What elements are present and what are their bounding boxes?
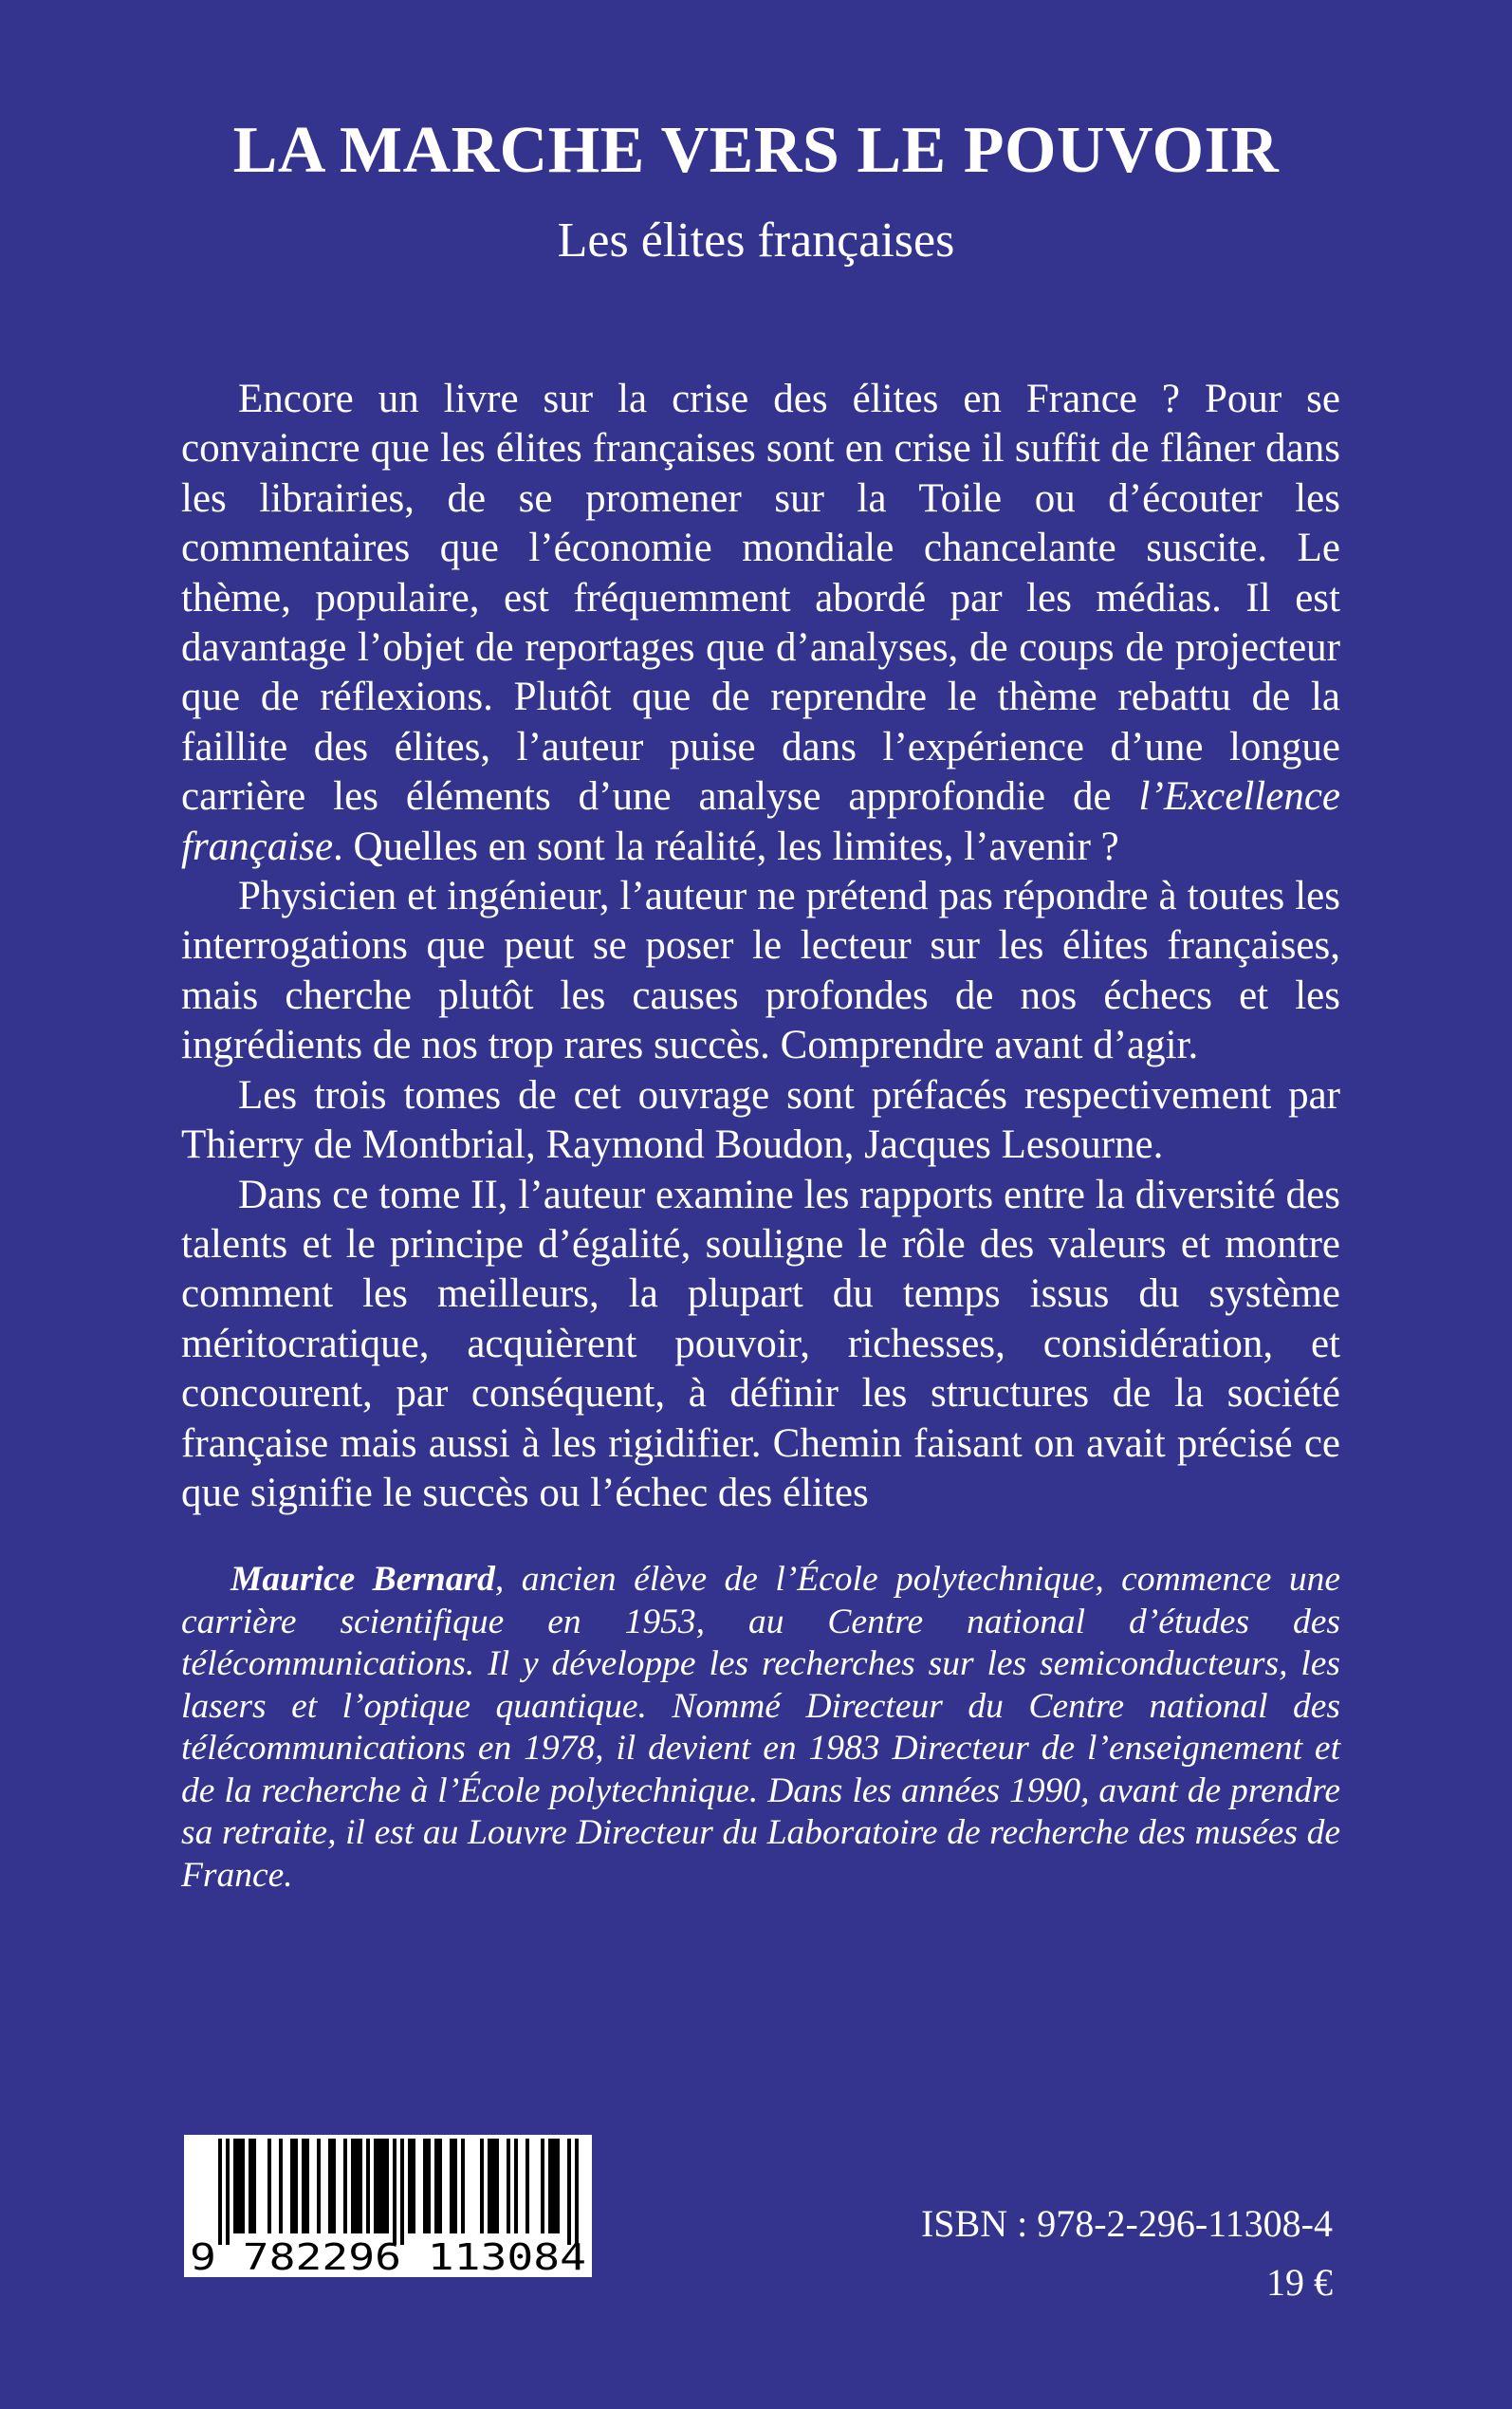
isbn: ISBN : 978-2-296-11308-4 xyxy=(920,2202,1333,2245)
barcode-graphic xyxy=(184,2135,592,2277)
barcode-bar xyxy=(233,2139,237,2233)
barcode-bar xyxy=(526,2139,529,2233)
barcode-bar xyxy=(374,2139,378,2233)
barcode-bar xyxy=(294,2139,298,2233)
barcode-bar xyxy=(267,2139,271,2233)
barcode-bar xyxy=(237,2139,241,2233)
barcode-bar xyxy=(491,2139,495,2233)
barcode-bar xyxy=(461,2139,465,2233)
barcode-bar xyxy=(453,2139,457,2233)
barcode-bar xyxy=(408,2139,412,2233)
barcode-bar xyxy=(541,2139,544,2233)
book-title: LA MARCHE VERS LE POUVOIR xyxy=(232,114,1280,187)
back-cover-summary xyxy=(181,375,1340,1518)
barcode-bar xyxy=(317,2139,321,2233)
barcode-bar xyxy=(332,2139,336,2233)
barcode-bar xyxy=(480,2139,484,2233)
barcode-bar xyxy=(328,2139,332,2233)
barcode-bars xyxy=(218,2139,579,2245)
barcode-bar xyxy=(378,2139,381,2233)
barcode-bar xyxy=(427,2139,431,2233)
summary-paragraph-1: Encore un livre sur la crise des élites en France ? Pour se convaincre que les élites françaises sont en crise il suffit de flâner dans les librairies, de se promener sur la Toile ou d’écouter les commentaires que l’économie mondiale chancelante suscite. Le thème, populaire, est fréquemment abordé par les médias. Il est davantage l’objet de reportages que d’analyses, de coups de projecteur que de réflexions. Plutôt que de reprendre le thème rebattu de la faillite des élites, l’auteur puise dans l’expérience d’une longue carrière les éléments d’une analyse approfondie de l’Excellence française. Quelles en sont la réalité, les limites, l’avenir ? xyxy=(181,377,1340,869)
barcode-bar xyxy=(567,2139,571,2245)
barcode-bar xyxy=(507,2139,510,2233)
barcode-bar xyxy=(351,2139,355,2233)
barcode-bar xyxy=(495,2139,499,2233)
barcode-bar xyxy=(366,2139,370,2233)
barcode-bar xyxy=(400,2139,404,2245)
barcode-bar xyxy=(393,2139,396,2245)
barcode-bar xyxy=(434,2139,438,2233)
barcode-digits: 9 782296 113084 xyxy=(190,2236,586,2277)
barcode-bar xyxy=(412,2139,415,2233)
barcode-bar xyxy=(423,2139,427,2233)
barcode-bar xyxy=(488,2139,491,2233)
barcode-bar xyxy=(226,2139,230,2245)
emphasis-excellence-francaise: l’Excellence française xyxy=(181,774,1340,869)
barcode-bar xyxy=(343,2139,347,2233)
barcode-bar xyxy=(450,2139,453,2233)
barcode-bar xyxy=(252,2139,256,2233)
barcode-bar xyxy=(548,2139,552,2233)
barcode-bar xyxy=(249,2139,252,2233)
barcode-bar xyxy=(381,2139,385,2233)
summary-paragraph-2: Physicien et ingénieur, l’auteur ne prétend pas répondre à toutes les interrogations que peut se poser le lecteur sur les élites françaises, mais cherche plutôt les causes profondes de nos échecs et les ingrédients de nos trop rares succès. Comprendre avant d’agir. xyxy=(181,874,1340,1068)
summary-paragraph-4: Dans ce tome II, l’auteur examine les rapports entre la diversité des talents et le principe d’égalité, souligne le rôle des valeurs et montre comment les meilleurs, la plupart du temps issus du système méritocratique, acquièrent pouvoir, richesses, considération, et concourent, par conséquent, à définir les structures de la société française mais aussi à les rigidifier. Chemin faisant on avait précisé ce que signifie le succès ou l’échec des élites xyxy=(181,1172,1340,1515)
barcode-bar xyxy=(552,2139,556,2233)
barcode-bar xyxy=(218,2139,222,2245)
barcode-bar xyxy=(355,2139,359,2233)
author-name: Maurice Bernard xyxy=(230,1560,495,1599)
barcode-bar xyxy=(385,2139,389,2233)
barcode-bar xyxy=(556,2139,560,2233)
barcode-bar xyxy=(514,2139,518,2233)
barcode-bar xyxy=(290,2139,294,2233)
barcode-bar xyxy=(305,2139,309,2233)
summary-paragraph-3: Les trois tomes de cet ouvrage sont préfacés respectivement par Thierry de Montbrial, Raymond Boudon, Jacques Lesourne. xyxy=(181,1072,1340,1168)
barcode-bar xyxy=(438,2139,442,2233)
barcode-bar xyxy=(241,2139,245,2233)
barcode-bar xyxy=(359,2139,362,2233)
author-bio: Maurice Bernard, ancien élève de l’École polytechnique, commence une carrière scientifique en 1953, au Centre national d’études des télécommunications. Il y développe les recherches sur les semiconducteurs, les lasers et l’optique quantique. Nommé Directeur du Centre national des télécommunications en 1978, il devient en 1983 Directeur de l’enseignement et de la recherche à l’École polytechnique. Dans les années 1990, avant de prendre sa retraite, il est au Louvre Directeur du Laboratoire de recherche des musées de France. xyxy=(181,1560,1340,1895)
barcode-bar xyxy=(279,2139,283,2233)
book-subtitle: Les élites françaises xyxy=(557,213,955,268)
barcode-bar xyxy=(302,2139,305,2233)
barcode xyxy=(184,2135,592,2277)
price: 19 € xyxy=(1266,2261,1333,2304)
barcode-bar xyxy=(575,2139,579,2245)
